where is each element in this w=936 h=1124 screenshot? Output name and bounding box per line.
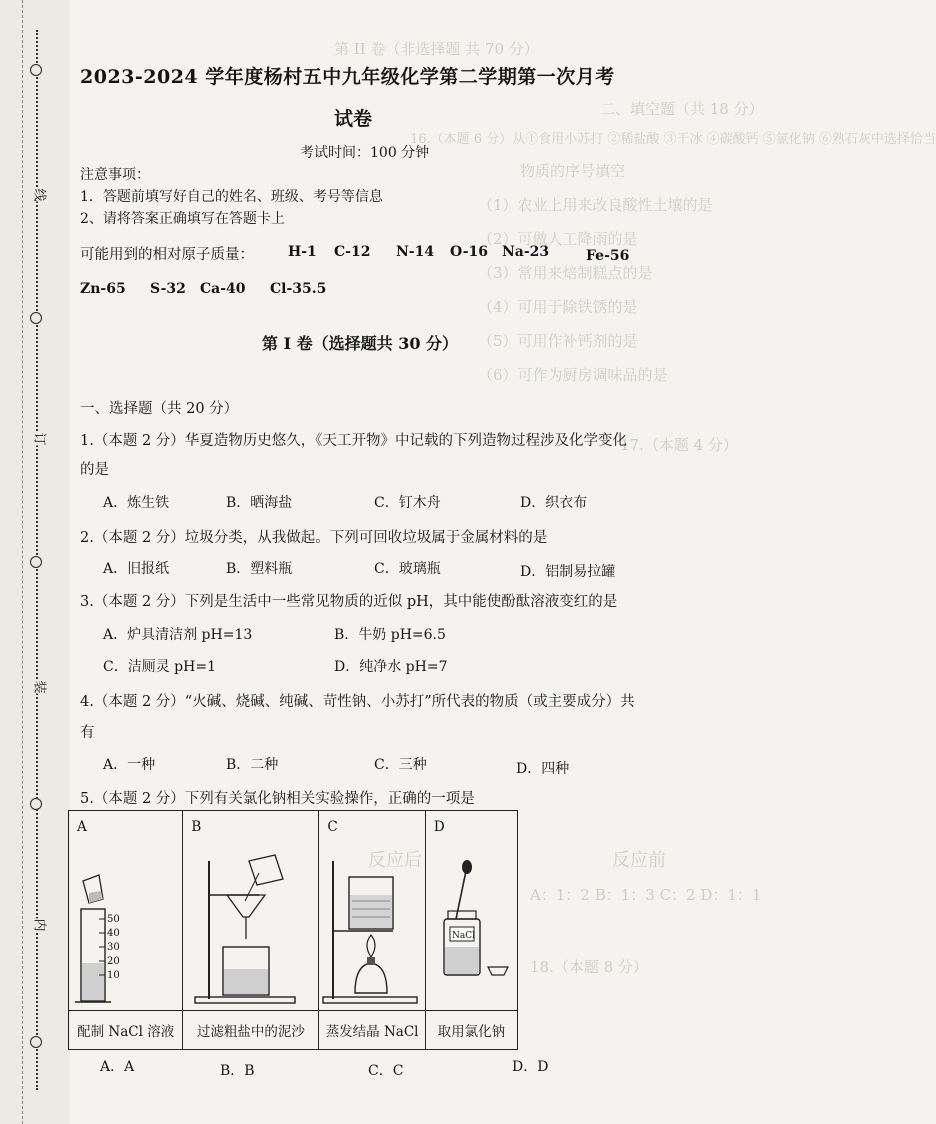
bleed-through-text: 反应前 xyxy=(612,850,666,871)
bleed-through-text: A：1：2 B：1：3 C：2 D：1：1 xyxy=(530,886,762,904)
binding-circle-mark xyxy=(30,1036,42,1048)
table-cell-d xyxy=(425,811,517,1011)
binding-margin xyxy=(0,0,70,1124)
question-5-stem: 5.（本题 2 分）下列有关氯化钠相关实验操作，正确的一项是 xyxy=(80,791,475,807)
question-1-stem: 1.（本题 2 分）华夏造物历史悠久，《天工开物》中记载的下列造物过程涉及化学变化 xyxy=(80,433,628,449)
bleed-through-text: 16.（本题 6 分）从①食用小苏打 ②稀盐酸 ③干冰 ④碳酸钙 ⑤氯化钠 ⑥熟石灰中选择恰当 xyxy=(410,132,936,147)
bleed-through-text: （1）农业上用来改良酸性土壤的是 xyxy=(478,196,713,214)
binding-char-nei: 内 xyxy=(31,918,47,932)
cylinder-mark: 50 xyxy=(107,914,120,925)
table-caption: 过滤粗盐中的泥沙 xyxy=(183,1011,319,1050)
atomic-mass-item: S-32 xyxy=(150,281,186,297)
question-5-option: B．B xyxy=(220,1063,255,1079)
cylinder-mark: 40 xyxy=(107,928,120,939)
question-3-option: B．牛奶 pH=6.5 xyxy=(334,627,446,643)
bleed-through-text: 第 II 卷（非选择题 共 70 分） xyxy=(334,40,539,58)
binding-char-zhuang: 装 xyxy=(31,680,47,694)
bleed-through-text: （3）常用来焙制糕点的是 xyxy=(478,264,653,282)
question-1-stem-cont: 的是 xyxy=(80,462,109,478)
atomic-mass-item: N-14 xyxy=(396,244,435,260)
bleed-through-text: （5）可用作补钙剂的是 xyxy=(478,332,638,350)
exam-time: 考试时间：100 分钟 xyxy=(300,145,430,161)
table-caption: 蒸发结晶 NaCl xyxy=(319,1011,426,1050)
question-4-stem: 4.（本题 2 分）“火碱、烧碱、纯碱、苛性钠、小苏打”所代表的物质（或主要成分）共 xyxy=(80,694,635,710)
table-cell-b xyxy=(183,811,319,1011)
table-cell-c xyxy=(319,811,426,1011)
binding-char-line: 线 xyxy=(31,188,47,202)
question-2-option: B．塑料瓶 xyxy=(226,561,293,577)
question-3-stem: 3.（本题 2 分）下列是生活中一些常见物质的近似 pH，其中能使酚酞溶液变红的是 xyxy=(80,594,618,610)
atomic-mass-item: C-12 xyxy=(334,244,371,260)
binding-cut-line xyxy=(22,0,23,1124)
reagent-bottle-icon xyxy=(426,847,518,1007)
exam-title: 2023-2024 学年度杨村五中九年级化学第二学期第一次月考 xyxy=(80,66,615,88)
atomic-mass-item: Cl-35.5 xyxy=(270,281,327,297)
question-2-stem: 2.（本题 2 分）垃圾分类，从我做起。下列可回收垃圾属于金属材料的是 xyxy=(80,530,548,546)
question-1-option: B．晒海盐 xyxy=(226,495,293,511)
atomic-mass-item: Zn-65 xyxy=(80,281,126,297)
question-1-option: A．炼生铁 xyxy=(103,495,170,511)
question-4-option: D．四种 xyxy=(516,761,570,777)
binding-char-ding: 订 xyxy=(31,432,47,446)
question-5-option: A．A xyxy=(100,1059,135,1075)
atomic-mass-item: Na-23 xyxy=(502,244,550,260)
question-4-option: A．一种 xyxy=(103,757,156,773)
bleed-through-text: 物质的序号填空 xyxy=(520,162,626,180)
notes-heading: 注意事项： xyxy=(80,167,150,183)
question-5-table xyxy=(68,810,518,1050)
bleed-through-text: （2）可做人工降雨的是 xyxy=(478,230,638,248)
question-3-option: C．洁厕灵 pH=1 xyxy=(103,659,216,675)
filtration-apparatus-icon xyxy=(183,847,319,1007)
question-5-option: D．D xyxy=(512,1059,549,1075)
bleed-through-text: 二、填空题（共 18 分） xyxy=(600,100,764,118)
bleed-through-text: （4）可用于除铁锈的是 xyxy=(478,298,638,316)
atomic-mass-item: Fe-56 xyxy=(586,248,630,264)
cell-letter: D xyxy=(433,819,445,835)
question-2-option: A．旧报纸 xyxy=(103,561,170,577)
exam-subtitle: 试卷 xyxy=(334,108,373,130)
atomic-mass-item: H-1 xyxy=(288,244,317,260)
bleed-through-text: 反应后 xyxy=(368,850,422,871)
atomic-mass-item: O-16 xyxy=(450,244,489,260)
section-title: 第 I 卷（选择题共 30 分） xyxy=(262,334,459,353)
bottle-label: NaCl xyxy=(451,931,475,941)
question-2-option: C．玻璃瓶 xyxy=(374,561,441,577)
evaporation-apparatus-icon xyxy=(319,847,425,1007)
binding-circle-mark xyxy=(30,64,42,76)
binding-circle-mark xyxy=(30,556,42,568)
question-5-option: C．C xyxy=(368,1063,404,1079)
question-2-option: D．铝制易拉罐 xyxy=(520,564,616,580)
cylinder-mark: 10 xyxy=(107,970,120,981)
part-heading: 一、选择题（共 20 分） xyxy=(80,401,239,417)
table-caption: 配制 NaCl 溶液 xyxy=(69,1011,183,1050)
question-4-option: B．二种 xyxy=(226,757,279,773)
bleed-through-text: 18.（本题 8 分） xyxy=(530,958,648,976)
question-4-option: C．三种 xyxy=(374,757,427,773)
question-1-option: C．钉木舟 xyxy=(374,495,441,511)
cell-letter: C xyxy=(327,819,338,835)
table-cell-a xyxy=(69,811,183,1011)
notes-item: 1．答题前填写好自己的姓名、班级、考号等信息 xyxy=(80,189,383,205)
table-caption: 取用氯化钠 xyxy=(425,1011,517,1050)
cylinder-mark: 30 xyxy=(107,942,120,953)
atomic-mass-item: Ca-40 xyxy=(200,281,246,297)
cylinder-mark: 20 xyxy=(107,956,120,967)
binding-circle-mark xyxy=(30,312,42,324)
cell-letter: A xyxy=(77,819,87,835)
cell-letter: B xyxy=(191,819,202,835)
graduated-cylinder-icon xyxy=(69,847,183,1007)
question-4-stem-cont: 有 xyxy=(80,725,95,741)
atomic-mass-label: 可能用到的相对原子质量： xyxy=(80,247,254,263)
question-3-option: D．纯净水 pH=7 xyxy=(334,659,448,675)
bleed-through-text: 17.（本题 4 分） xyxy=(620,436,738,454)
notes-item: 2、请将答案正确填写在答题卡上 xyxy=(80,211,285,227)
question-3-option: A．炉具清洁剂 pH=13 xyxy=(103,627,253,643)
binding-circle-mark xyxy=(30,798,42,810)
question-1-option: D．织衣布 xyxy=(520,495,588,511)
bleed-through-text: （6）可作为厨房调味品的是 xyxy=(478,366,668,384)
